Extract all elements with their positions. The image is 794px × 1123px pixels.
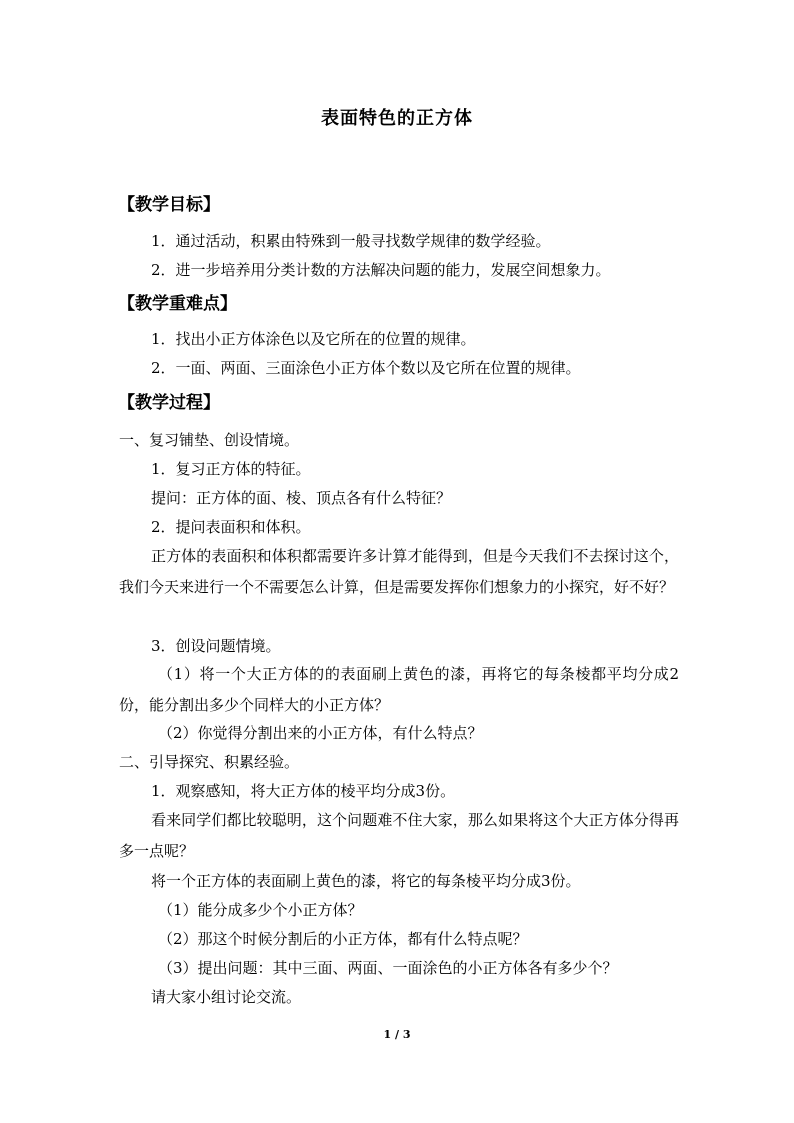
part-heading-review: 一、复习铺垫、创设情境。	[119, 431, 300, 449]
step-area-volume: 2．提问表面积和体积。	[151, 518, 311, 536]
explore-statement: 将一个正方体的表面刷上黄色的漆，将它的每条棱平均分成3份。	[151, 872, 581, 890]
document-title: 表面特色的正方体	[321, 108, 473, 129]
step-review-features: 1．复习正方体的特征。	[151, 460, 311, 478]
explore-question-1: （1）能分成多少个小正方体？	[158, 901, 363, 919]
question-problem-2: （2）你觉得分割出来的小正方体，有什么特点？	[158, 724, 483, 742]
paragraph-problem-1: （1）将一个大正方体的的表面刷上黄色的漆，再将它的每条棱都平均分成2份，能分割出多少个同样大的小正方体？	[119, 665, 679, 714]
step-problem-situation: 3．创设问题情境。	[151, 637, 281, 655]
question-cube-features: 提问：正方体的面、棱、顶点各有什么特征？	[151, 489, 452, 507]
explore-question-3: （3）提出问题：其中三面、两面、一面涂色的小正方体各有多少个？	[158, 959, 618, 977]
explore-question-2: （2）那这个时候分割后的小正方体，都有什么特点呢？	[158, 930, 528, 948]
paragraph-explore: 看来同学们都比较聪明，这个问题难不住大家，那么如果将这个大正方体分得再多一点呢？	[119, 811, 679, 860]
objective-item: 2．进一步培养用分类计数的方法解决问题的能力，发展空间想象力。	[151, 261, 611, 279]
explore-group-discussion: 请大家小组讨论交流。	[151, 988, 302, 1006]
objective-item: 1．通过活动，积累由特殊到一般寻找数学规律的数学经验。	[151, 232, 551, 250]
key-point-item: 2．一面、两面、三面涂色小正方体个数以及它所在位置的规律。	[151, 359, 581, 377]
section-heading-process: 【教学过程】	[118, 393, 220, 413]
key-point-item: 1．找出小正方体涂色以及它所在的位置的规律。	[151, 330, 476, 348]
paragraph-intro: 正方体的表面积和体积都需要许多计算才能得到，但是今天我们不去探讨这个，我们今天来进行一个不需要怎么计算，但是需要发挥你们想象力的小探究，好不好？	[119, 547, 679, 596]
section-heading-key-points: 【教学重难点】	[118, 294, 237, 314]
step-observe: 1．观察感知，将大正方体的棱平均分成3份。	[151, 782, 456, 800]
part-heading-explore: 二、引导探究、积累经验。	[119, 753, 300, 771]
page-number: 1 / 3	[383, 1028, 411, 1041]
section-heading-objectives: 【教学目标】	[118, 195, 220, 215]
